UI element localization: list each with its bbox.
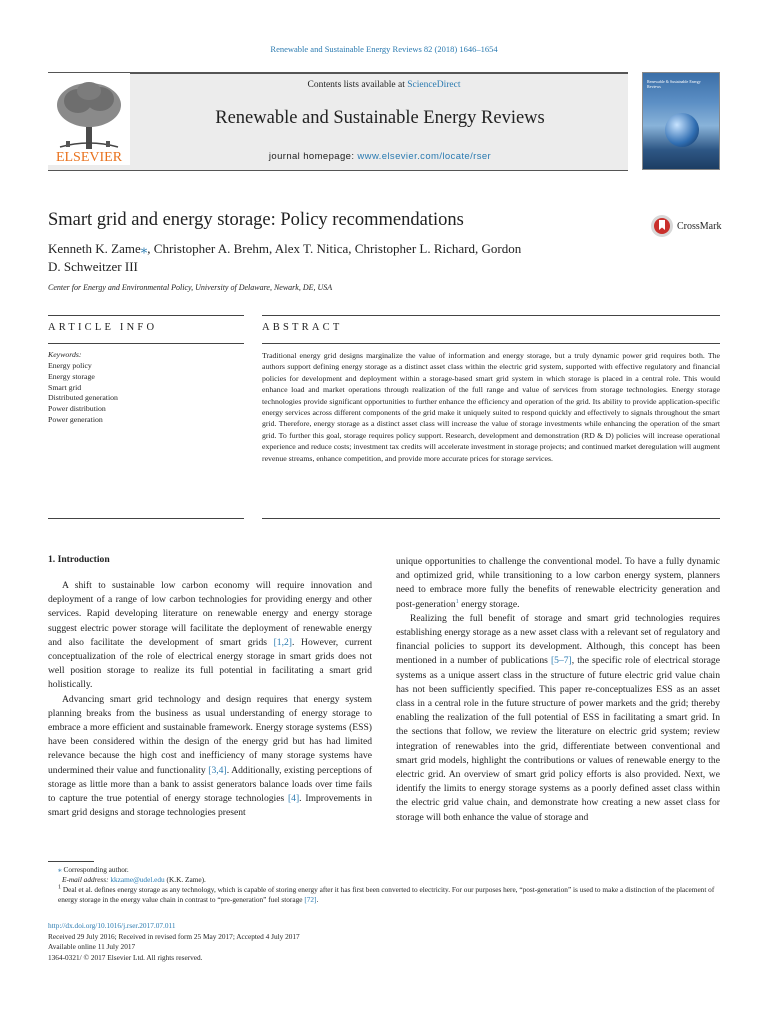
footnote-number: 1: [58, 884, 61, 891]
paragraph-text: . However, current conceptualization of the role of electrical energy storage in smart grids does not well position storage to realize its full potential in facilitating a smart grid holistically.: [48, 636, 372, 691]
footnote-text: .: [316, 895, 319, 904]
keyword: Energy storage: [48, 371, 95, 381]
keyword: Power distribution: [48, 404, 106, 414]
citation-link[interactable]: [4]: [287, 793, 300, 805]
paragraph-text: . Additionally, existing perceptions of storage as little more than a bank to assist generators balance loads over time fails to capture the true potential of energy storage technologies: [48, 764, 373, 805]
paragraph: [48, 579, 372, 693]
footnote-1: [48, 885, 720, 905]
journal-homepage: [130, 151, 630, 162]
homepage-prefix: journal homepage:: [268, 151, 358, 162]
corresponding-author-note: [48, 865, 720, 875]
footnotes: [48, 865, 720, 905]
journal-cover-image[interactable]: [642, 72, 720, 170]
body-left-column: [48, 579, 372, 820]
corresponding-author-mark[interactable]: ⁎: [140, 241, 148, 256]
citation-link[interactable]: [3,4]: [208, 764, 227, 776]
keyword: Distributed generation: [48, 393, 118, 403]
citation-link[interactable]: [72]: [304, 895, 317, 904]
paragraph-text: unique opportunities to challenge the conventional model. To have a fully dynamic and optimized grid, while transitioning to a low carbon energy system, planners need to embrace more fully the benefits of renewable electricity generation and post-generation: [396, 556, 720, 610]
online-date: Available online 11 July 2017: [48, 942, 136, 951]
paragraph-text: Advancing smart grid technology and design requires that energy system planning breaks from the business as usual understanding of energy storage to embrace a more efficient and sustainable framework. Energy storage systems (ESS) have been considered within the design of the energy grid but has had limited relevance because the high cost and inefficiency of many storage systems have undermined their value and functionality: [48, 693, 372, 776]
email-label: E-mail address:: [62, 875, 111, 884]
journal-title: Renewable and Sustainable Energy Reviews: [215, 108, 545, 128]
keywords-list: [48, 361, 118, 426]
keyword: Smart grid: [48, 382, 82, 392]
abstract-sub-rule: [262, 343, 720, 344]
corresponding-mark: ⁎: [58, 865, 62, 874]
homepage-link[interactable]: www.elsevier.com/locate/rser: [357, 151, 492, 162]
contents-prefix: Contents lists available at: [307, 80, 408, 90]
footnote-text: Corresponding author.: [61, 865, 129, 874]
cover-title: Renewable & Sustainable Energy Reviews: [647, 79, 701, 89]
article-info-sub-rule: [48, 343, 244, 344]
co-authors: , Christopher A. Brehm, Alex T. Nitica, Christopher L. Richard, Gordon: [147, 241, 522, 256]
received-dates: Received 29 July 2016; Received in revised form 25 May 2017; Accepted 4 July 2017: [48, 931, 300, 941]
paragraph-text: . Improvements in smart grid designs and storage technologies present: [48, 793, 372, 819]
publisher-name: ELSEVIER: [55, 150, 123, 165]
paragraph: [48, 693, 372, 821]
paragraph: [396, 555, 720, 612]
email-link[interactable]: kkzame@udel.edu: [110, 875, 165, 884]
abstract-bottom-rule: [262, 518, 720, 519]
affiliation: Center for Energy and Environmental Policy, University of Delaware, Newark, DE, USA: [48, 283, 333, 292]
abstract-top-rule: [262, 315, 720, 316]
footnote-link[interactable]: 1: [455, 598, 459, 605]
abstract-heading: ABSTRACT: [262, 322, 343, 333]
article-info-bottom-rule: [48, 518, 244, 519]
paragraph-text: A shift to sustainable low carbon economy will require innovation and deployment of a range of low carbon technologies for providing energy and other services. Rapid developing literature on renewable energy and energy storage suggest electric power storage will facilitate the deployment of renewable energy and also facilitate the development of smart grids: [48, 580, 372, 648]
footnote-text: (K.K. Zame).: [164, 875, 206, 884]
keywords-label: Keywords:: [48, 350, 82, 359]
journal-citation[interactable]: Renewable and Sustainable Energy Reviews 82 (2018) 1646–1654: [270, 44, 498, 54]
body-right-column: [396, 555, 720, 825]
paragraph: [396, 612, 720, 825]
section-heading-introduction: 1. Introduction: [48, 554, 110, 565]
citation-link[interactable]: [5–7]: [550, 655, 572, 667]
last-author: D. Schweitzer III: [48, 258, 138, 274]
footnote-rule: [48, 861, 94, 862]
crossmark-label[interactable]: CrossMark: [677, 221, 722, 232]
keyword: Energy policy: [48, 361, 92, 370]
article-title: Smart grid and energy storage: Policy recommendations: [48, 210, 464, 230]
article-info-heading: ARTICLE INFO: [48, 322, 158, 333]
paragraph-text: , the specific role of electrical storage systems as a unique assert class in the structure of future electric grid value chain has not been sufficiently specified. This paper re-conceptualizes ESS as an asset class in a central role in the future structure of power markets and the grid; thereby enabling the realization of the full potential of ESS in facilitating a smart grid. In the sections that follow, we review the literature on electric grid system; review integration of renewables into the grid, differentiate between conventional and smart grid models, highlight the contributions or values of renewable energy to the electric grid. An overview of smart grid policy efforts is also provided. Next, we identify the limits to energy storage systems as a poorly defined asset class within the electric grid value chain, and demonstrate how creating a new asset class for storage will both enhance the value of storage and: [396, 655, 720, 823]
email-note: [48, 875, 720, 885]
citation-link[interactable]: [1,2]: [273, 636, 292, 648]
first-author: Kenneth K. Zame: [48, 241, 141, 256]
article-metadata: [48, 921, 300, 963]
crossmark-icon[interactable]: [650, 214, 674, 238]
keyword: Power generation: [48, 414, 103, 424]
copyright: 1364-0321/ © 2017 Elsevier Ltd. All rights reserved.: [48, 952, 203, 962]
article-info-top-rule: [48, 315, 244, 316]
paragraph-text: Realizing the full benefit of storage and smart grid technologies requires establishing energy storage as a new asset class with a relevant set of regulatory and financial policies to support its development. Although, this concept has been mentioned in a number of publications: [396, 612, 720, 667]
author-list: [48, 240, 608, 275]
doi-link[interactable]: http://dx.doi.org/10.1016/j.rser.2017.07.011: [48, 921, 176, 930]
sciencedirect-link[interactable]: ScienceDirect: [407, 80, 461, 90]
paragraph-text: energy storage.: [458, 598, 520, 610]
abstract-text: Traditional energy grid designs marginalize the value of information and energy storage, but a truly dynamic power grid requires both. The authors support defining energy storage as a distinct asset class within the electric grid system, supported with effective regulatory and financial policies for development and deployment within a storage-based smart grid system in which storage is placed in a central role. This would enhance load and market operations through realization of the full range and value of services from storage technologies. Energy storage technologies provide significant opportunities to further enhance the efficiency and operation of the grid. Its ability to provide application-specific energy services across different components of the grid make it uniquely suited to respond quickly and effectively to signals throughout the smart grid. Therefore, energy storage as a distinct asset class will increase the value of storage investments while enhancing the operation of the smart grid. To further this goal, storage requires policy support. Research, development and demonstration (RD & D) policies will increase operational experience and reduce costs; investment tax credits will accelerate investment in storage projects; and continued market deregulation will augment revenue streams, enhance competition, and provide more accurate prices for storage services.: [262, 351, 720, 463]
footnote-text: Deal et al. defines energy storage as any technology, which is capable of storing energy after it has first been converted to electricity. For our purposes here, “post-generation” is used to make a distinction of the placement of energy storage in the energy value chain in contrast to “pre-generation” fuel storage: [58, 885, 715, 904]
cover-globe-icon: [665, 113, 699, 147]
